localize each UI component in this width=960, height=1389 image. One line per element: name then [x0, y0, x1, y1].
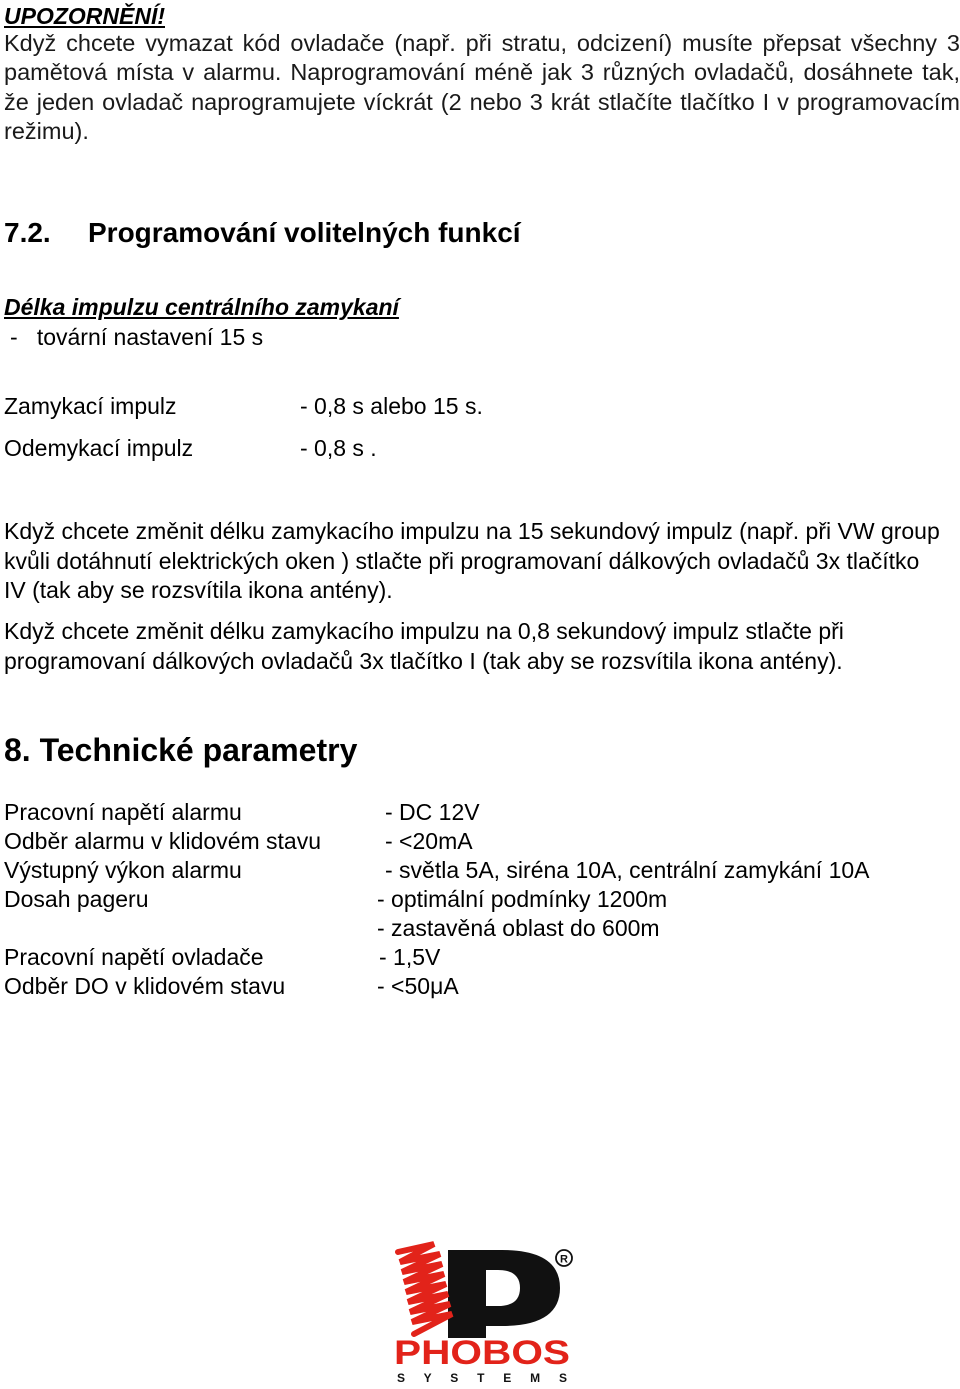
param-value: - DC 12V: [385, 799, 480, 825]
param-label: Pracovní napětí alarmu: [4, 799, 242, 825]
impulse-label: Odemykací impulz: [4, 435, 194, 461]
impulse-value: - 0,8 s .: [300, 435, 377, 461]
section-8-heading: 8. Technické parametry: [4, 732, 358, 768]
section-7-2-heading: [4, 216, 521, 250]
param-value: - 1,5V: [379, 944, 441, 970]
section-title: Programování volitelných funkcí: [88, 217, 521, 248]
param-label: Odběr DO v klidovém stavu: [4, 973, 286, 999]
param-value: - <50μA: [377, 973, 459, 999]
param-label: Odběr alarmu v klidovém stavu: [4, 828, 322, 854]
param-label: Výstupný výkon alarmu: [4, 857, 242, 883]
warning-text: Když chcete vymazat kód ovladače (např. při stratu, odcizení) musíte přepsat všechny 3 pamětová místa v alarmu. Naprogramování méně jak 3 různých ovladačů, dosáhnete tak, že jeden ovladač naprogramujete víckrát (2 nebo 3 krát stlačíte tlačítko I v programovacím režimu).: [4, 30, 960, 144]
impulse-value: - 0,8 s alebo 15 s.: [300, 393, 483, 419]
logo-brand-text: PHOBOS: [394, 1334, 570, 1372]
logo-p-shape: [448, 1250, 560, 1338]
paragraph-15s: Když chcete změnit délku zamykacího impulzu na 15 sekundový impulz (např. při VW group kvůli dotáhnutí elektrických oken ) stlačte při programovaní dálkových ovladačů 3x tlačítko IV (tak aby se rozsvítila ikona antény).: [4, 518, 940, 603]
warning-title: UPOZORNĚNÍ!: [4, 3, 165, 29]
logo-tagline-text: S Y S T E M S: [397, 1371, 567, 1385]
section-number: 7.2.: [4, 217, 51, 248]
phobos-logo: [390, 1238, 580, 1388]
logo-registered-mark: R: [560, 1253, 568, 1266]
param-label: Pracovní napětí ovladače: [4, 944, 264, 970]
paragraph-08s: Když chcete změnit délku zamykacího impulzu na 0,8 sekundový impulz stlačte při programovaní dálkových ovladačů 3x tlačítko I (tak aby se rozsvítila ikona antény).: [4, 618, 844, 674]
logo-zigzag-shape: [398, 1244, 452, 1334]
param-value: - <20mA: [385, 828, 473, 854]
param-value: - světla 5A, siréna 10A, centrální zamykání 10A: [385, 857, 870, 883]
impulse-length-subheading: Délka impulzu centrálního zamykaní: [4, 294, 399, 320]
param-label: Dosah pageru: [4, 886, 149, 912]
impulse-label: Zamykací impulz: [4, 393, 177, 419]
param-value: - optimální podmínky 1200m: [377, 886, 668, 912]
param-value: - zastavěná oblast do 600m: [377, 915, 660, 941]
factory-setting: - tovární nastavení 15 s: [10, 324, 264, 350]
